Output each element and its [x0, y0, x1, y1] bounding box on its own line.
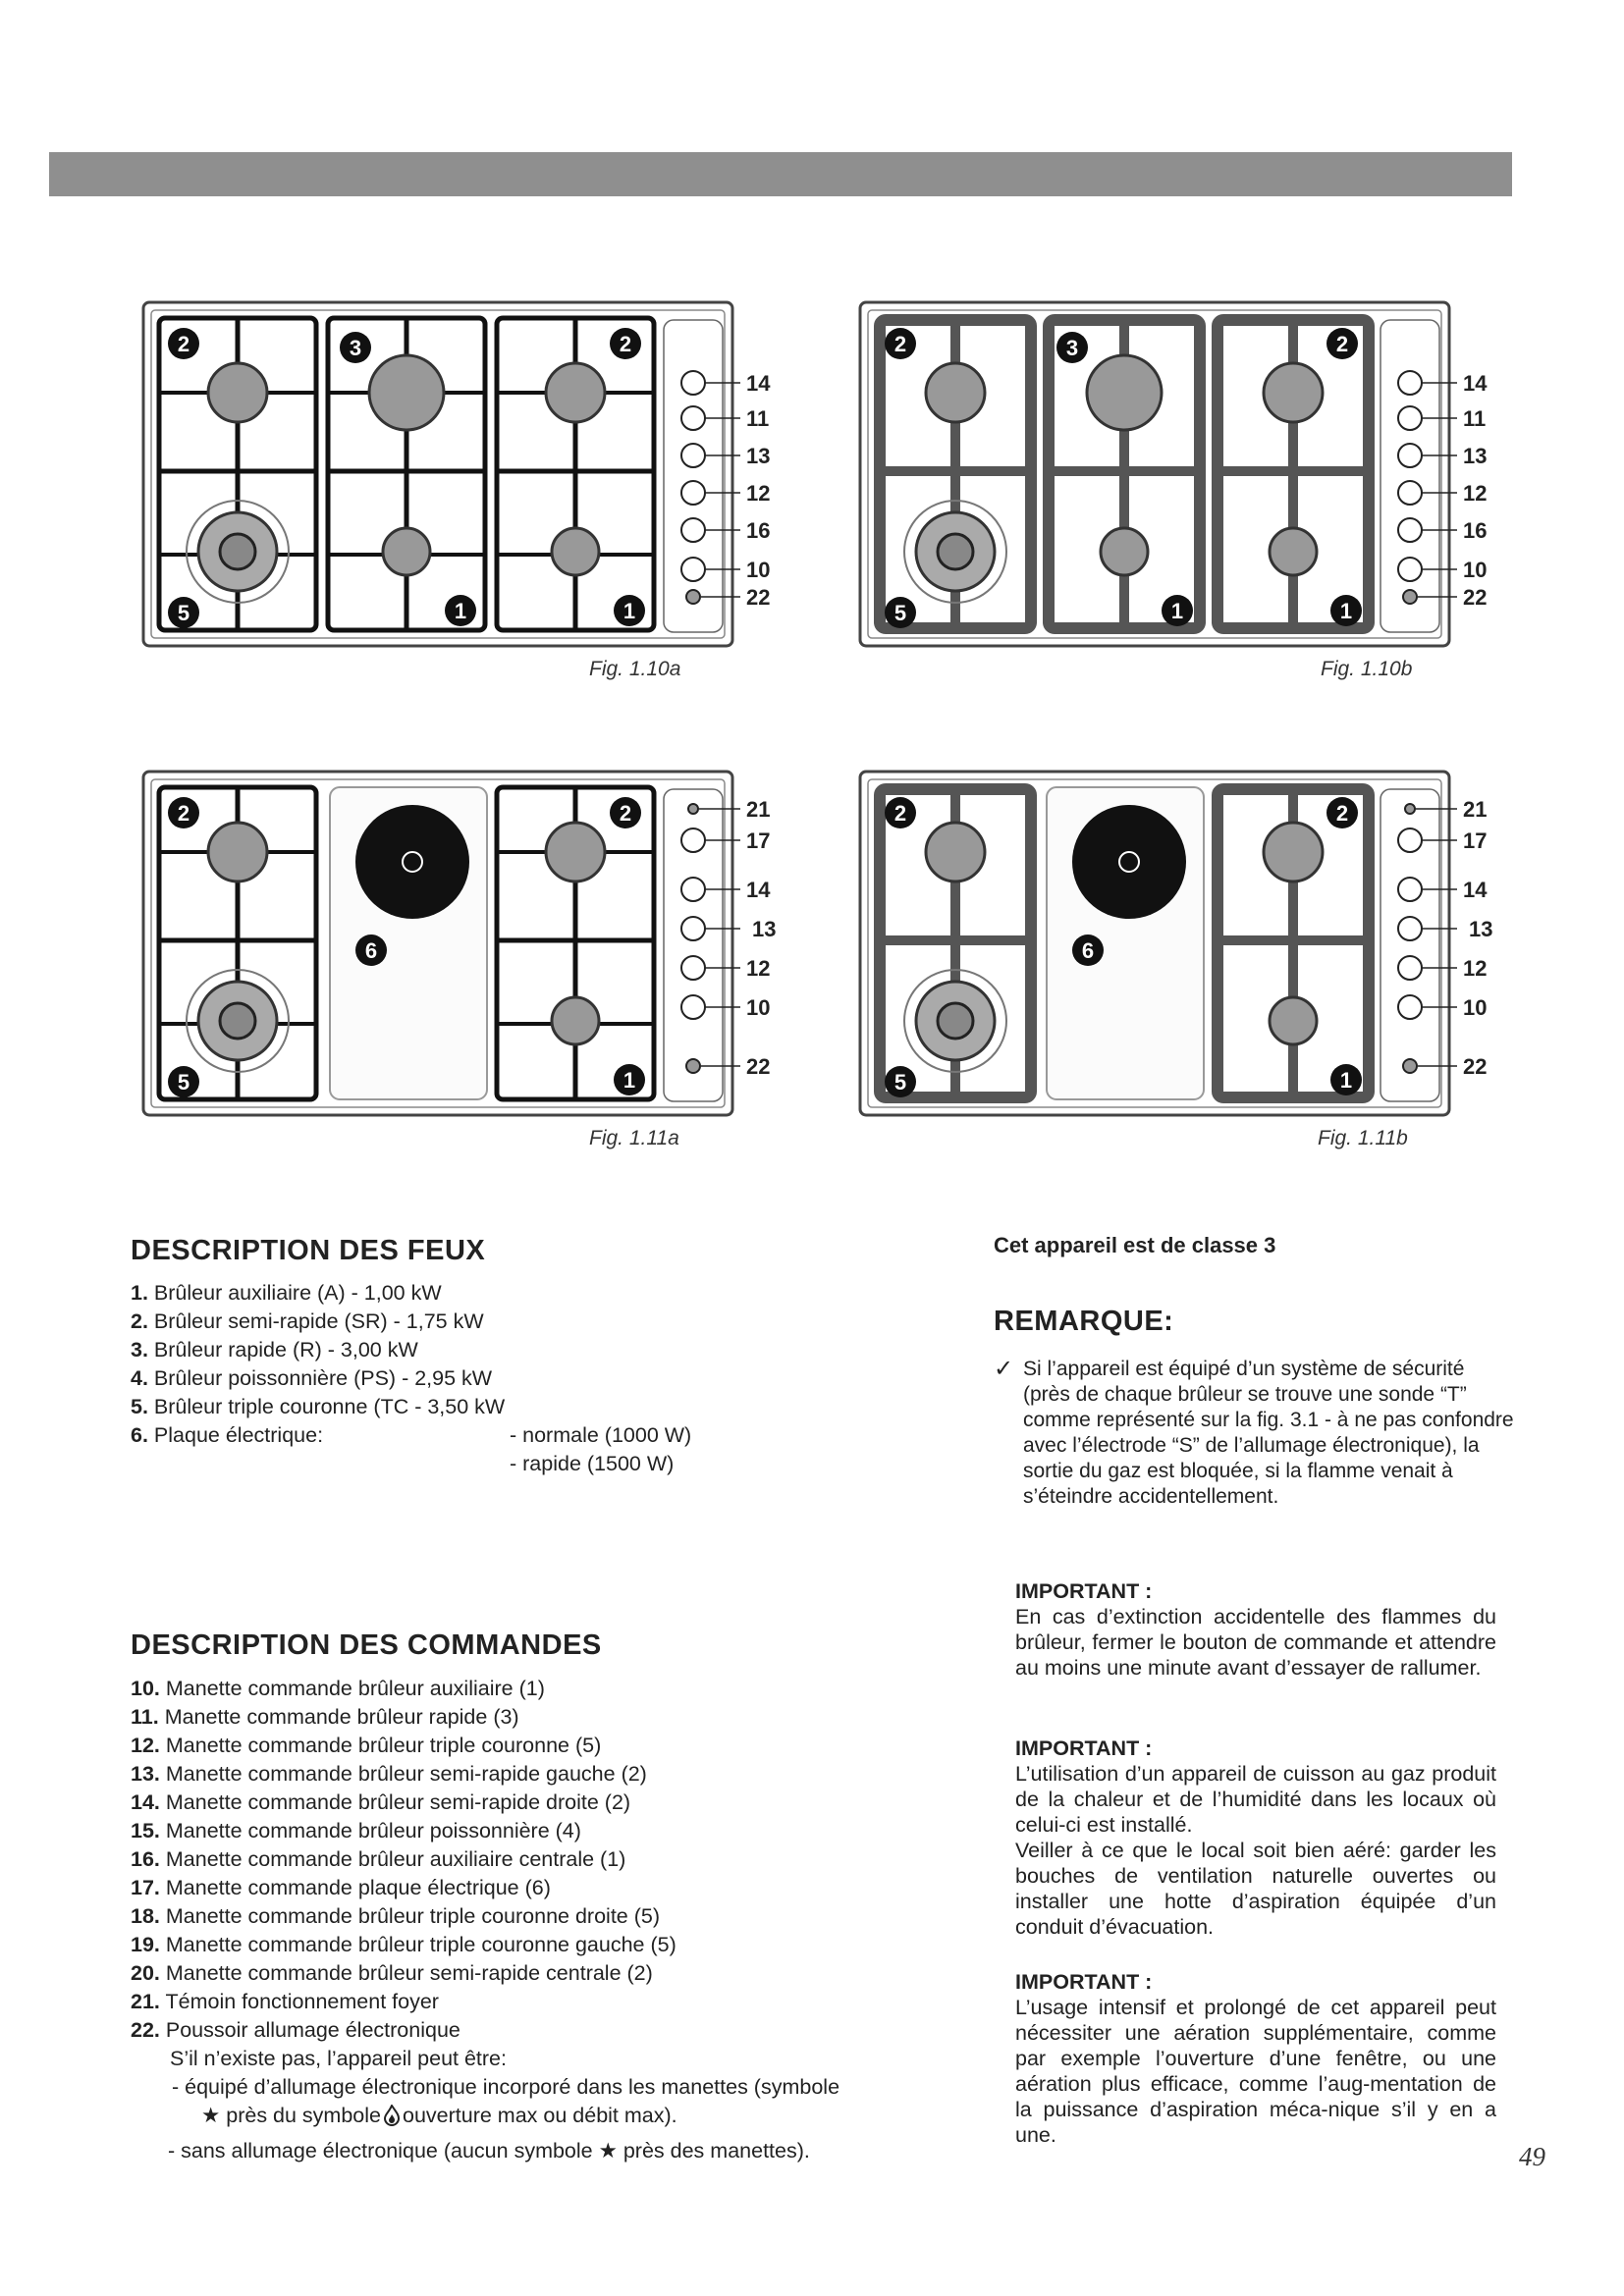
- commandes-title: DESCRIPTION DES COMMANDES: [131, 1629, 602, 1661]
- caption-fig-1-10b: Fig. 1.10b: [1321, 658, 1413, 680]
- callout-label: 13: [746, 444, 771, 468]
- caption-fig-1-10a: Fig. 1.10a: [589, 658, 681, 680]
- list-item: 5. Brûleur triple couronne (TC - 3,50 kW: [131, 1395, 506, 1418]
- list-item: 22. Poussoir allumage électronique: [131, 2018, 460, 2042]
- callout-label: 14: [746, 371, 771, 396]
- badge: 1: [1339, 1068, 1353, 1093]
- list-item: 14. Manette commande brûleur semi-rapide droite (2): [131, 1790, 631, 1814]
- flame-icon: [384, 2105, 400, 2134]
- list-item: 2. Brûleur semi-rapide (SR) - 1,75 kW: [131, 1309, 484, 1333]
- note-text: - équipé d’allumage électronique incorporé dans les manettes (symbole: [172, 2075, 840, 2099]
- badge: 5: [177, 601, 190, 625]
- important-text: En cas d’extinction accidentelle des flammes du brûleur, fermer le bouton de commande et attendre au moins une minute avant d’essayer de rallumer.: [1015, 1605, 1496, 1680]
- list-item: - rapide (1500 W): [510, 1452, 675, 1475]
- list-item: 15. Manette commande brûleur poissonnière (4): [131, 1819, 581, 1842]
- badge: 5: [893, 1070, 907, 1095]
- callout-label: 21: [1463, 797, 1488, 822]
- list-item: 21. Témoin fonctionnement foyer: [131, 1990, 439, 2013]
- badge: 2: [177, 801, 190, 826]
- remarque-text: Si l’appareil est équipé d’un système de sécurité (près de chaque brûleur se trouve une sonde “T” comme représenté sur la fig. 3.1 - à ne pas confondre avec l’électrode “S” de l’allumage électronique), la sortie du gaz est bloquée, si la flamme venait à s’éteindre accidentellement.: [1023, 1358, 1514, 1508]
- list-item: 12. Manette commande brûleur triple couronne (5): [131, 1734, 602, 1757]
- badge: 2: [619, 801, 632, 826]
- callout-label: 16: [1463, 518, 1488, 543]
- badge: 1: [1339, 599, 1353, 623]
- remarque-title: REMARQUE:: [994, 1306, 1174, 1337]
- callout-label: 13: [1469, 917, 1493, 941]
- list-item: 3. Brûleur rapide (R) - 3,00 kW: [131, 1338, 418, 1362]
- callout-label: 13: [752, 917, 777, 941]
- commandes-list: [131, 1675, 946, 2165]
- header-bar: [49, 152, 1512, 196]
- check-icon: ✓: [994, 1356, 1014, 1382]
- note-text: - sans allumage électronique (aucun symbole ★ près des manettes).: [168, 2139, 810, 2163]
- callout-label: 12: [1463, 956, 1488, 981]
- callout-label: 10: [746, 558, 771, 582]
- list-item: 16. Manette commande brûleur auxiliaire centrale (1): [131, 1847, 626, 1871]
- badge: 5: [893, 601, 907, 625]
- list-item: 6. Plaque électrique: - normale (1000 W): [131, 1423, 692, 1447]
- callout-label: 22: [1463, 585, 1488, 610]
- important-block-3: [1015, 1969, 1496, 2148]
- callout-label: 12: [746, 956, 771, 981]
- badge: 1: [623, 1068, 636, 1093]
- important-title: IMPORTANT :: [1015, 1970, 1153, 1994]
- badge: 1: [454, 599, 467, 623]
- list-item: 4. Brûleur poissonnière (PS) - 2,95 kW: [131, 1366, 493, 1390]
- remarque-block: [994, 1356, 1514, 1510]
- list-item: 10. Manette commande brûleur auxiliaire (1): [131, 1677, 545, 1700]
- figure-1-10a: [137, 294, 805, 658]
- list-item: 20. Manette commande brûleur semi-rapide centrale (2): [131, 1961, 653, 1985]
- callout-label: 17: [746, 828, 771, 853]
- badge: 5: [177, 1070, 190, 1095]
- important-text: L’utilisation d’un appareil de cuisson au gaz produit de la chaleur et de l’humidité dans les locaux où celui-ci est installé.: [1015, 1762, 1496, 1837]
- list-item: 19. Manette commande brûleur triple couronne gauche (5): [131, 1933, 677, 1956]
- callout-label: 17: [1463, 828, 1488, 853]
- callout-label: 11: [746, 406, 770, 431]
- important-block-2: [1015, 1735, 1496, 1940]
- important-text: Veiller à ce que le local soit bien aéré: garder les bouches de ventilation naturelle ouvertes ou installer une hotte d’aspiration équipée d’un conduit d’évacuation.: [1015, 1839, 1496, 1939]
- badge: 3: [349, 336, 362, 360]
- callout-label: 13: [1463, 444, 1488, 468]
- badge: 1: [623, 599, 636, 623]
- feux-list: [131, 1279, 818, 1478]
- callout-label: 11: [1463, 406, 1487, 431]
- list-item: 13. Manette commande brûleur semi-rapide gauche (2): [131, 1762, 647, 1786]
- caption-fig-1-11a: Fig. 1.11a: [589, 1127, 679, 1149]
- list-item: 18. Manette commande brûleur triple couronne droite (5): [131, 1904, 660, 1928]
- feux-title: DESCRIPTION DES FEUX: [131, 1235, 486, 1266]
- badge: 1: [1170, 599, 1184, 623]
- badge: 2: [1335, 801, 1349, 826]
- page-number: 49: [1519, 2142, 1545, 2171]
- list-item: 17. Manette commande plaque électrique (6): [131, 1876, 551, 1899]
- callout-label: 14: [1463, 878, 1488, 902]
- callout-label: 22: [1463, 1054, 1488, 1079]
- callout-label: 14: [1463, 371, 1488, 396]
- figure-1-10b: [854, 294, 1522, 658]
- callout-label: 16: [746, 518, 771, 543]
- caption-fig-1-11b: Fig. 1.11b: [1318, 1127, 1408, 1149]
- callout-label: 14: [746, 878, 771, 902]
- callout-label: 10: [1463, 995, 1488, 1020]
- important-text: L’usage intensif et prolongé de cet appareil peut nécessiter une aération supplémentaire, comme par exemple l’ouverture d’une fenêtre, ou une aération plus efficace, comme l’aug-mentation de la puissance d’aspiration méca-nique s’il y en a une.: [1015, 1996, 1496, 2147]
- callout-label: 10: [746, 995, 771, 1020]
- badge: 2: [619, 332, 632, 356]
- important-title: IMPORTANT :: [1015, 1579, 1153, 1603]
- note-text: S’il n’existe pas, l’appareil peut être:: [170, 2047, 507, 2070]
- list-item: 11. Manette commande brûleur rapide (3): [131, 1705, 519, 1729]
- note-text: ★ près du symbole ouverture max ou débit max).: [131, 2102, 946, 2134]
- callout-label: 10: [1463, 558, 1488, 582]
- classe-text: Cet appareil est de classe 3: [994, 1233, 1276, 1257]
- callout-label: 22: [746, 585, 771, 610]
- badge: 6: [1081, 938, 1095, 963]
- badge: 6: [364, 938, 378, 963]
- badge: 3: [1065, 336, 1079, 360]
- figure-1-11b: [854, 764, 1522, 1127]
- badge: 2: [893, 801, 907, 826]
- important-block-1: [1015, 1578, 1496, 1681]
- list-item: 1. Brûleur auxiliaire (A) - 1,00 kW: [131, 1281, 442, 1305]
- badge: 2: [177, 332, 190, 356]
- figure-1-11a: [137, 764, 805, 1127]
- callout-label: 12: [746, 481, 771, 506]
- badge: 2: [1335, 332, 1349, 356]
- important-title: IMPORTANT :: [1015, 1736, 1153, 1760]
- badge: 2: [893, 332, 907, 356]
- callout-label: 21: [746, 797, 771, 822]
- callout-label: 12: [1463, 481, 1488, 506]
- callout-label: 22: [746, 1054, 771, 1079]
